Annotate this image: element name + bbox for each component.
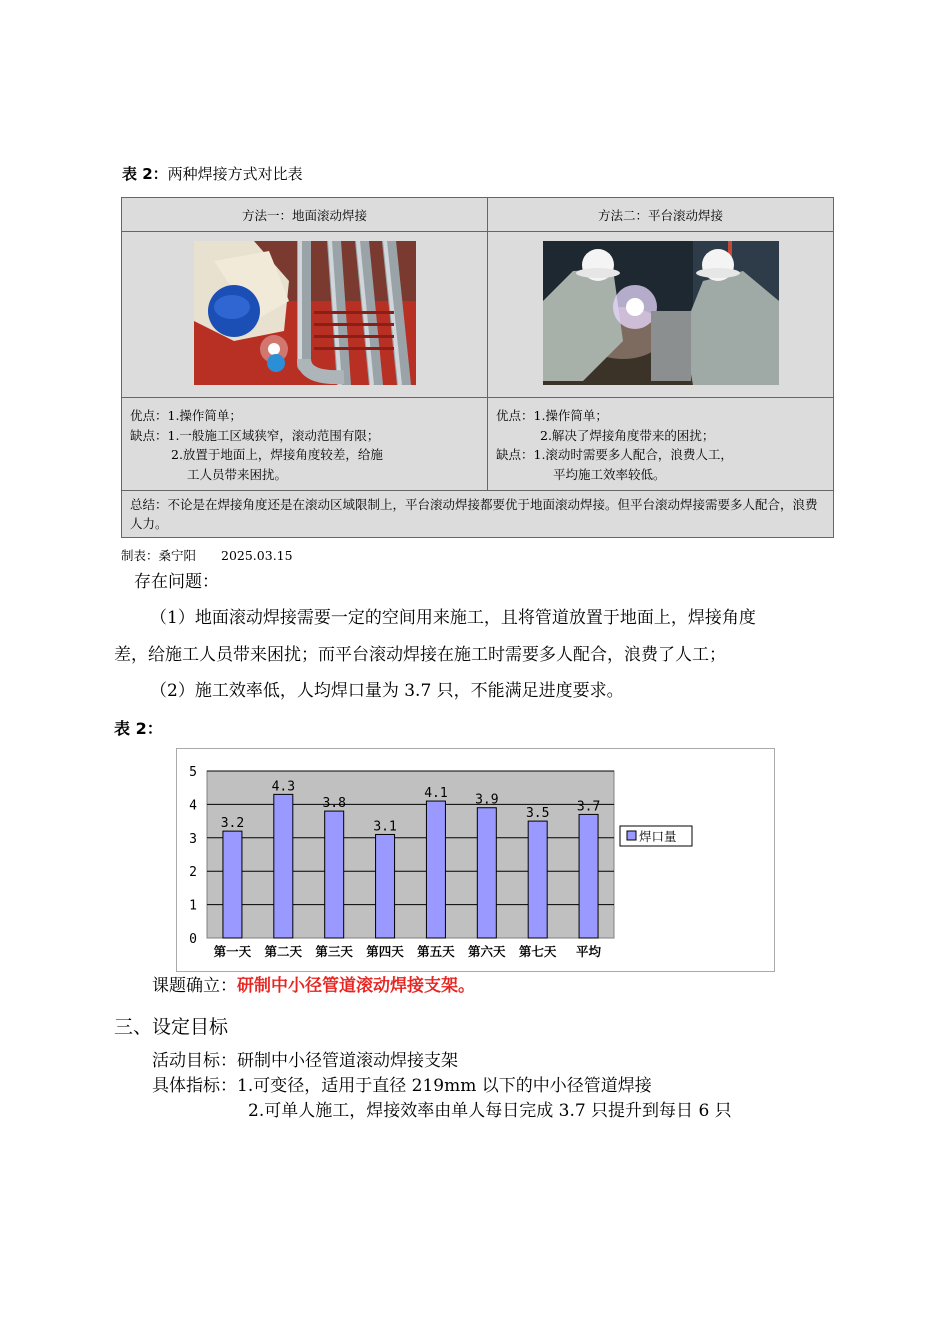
table-summary: 总结：不论是在焊接角度还是在滚动区域限制上，平台滚动焊接都要优于地面滚动焊接。但平台滚动焊接需要多人配合，浪费人力。: [122, 491, 834, 538]
indicator-1: 具体指标：1.可变径，适用于直径 219mm 以下的中小径管道焊接: [152, 1076, 652, 1096]
col1-pros-cons: [122, 398, 488, 491]
bar: [274, 794, 293, 938]
bar-chart: [176, 748, 775, 972]
y-tick-label: 2: [189, 865, 197, 881]
col1-disadvantage-1: 缺点：1.一般施工区域狭窄，滚动范围有限；: [130, 427, 380, 443]
col1-header: 方法一：地面滚动焊接: [122, 198, 488, 232]
col1-advantage: 优点：1.操作简单；: [130, 408, 242, 423]
col2-advantage-1: 优点：1.操作简单；: [496, 408, 608, 423]
table-caption: [122, 163, 303, 184]
table-caption-text: 两种焊接方式对比表: [167, 165, 303, 183]
topic-emphasis: 研制中小径管道滚动焊接支架。: [237, 976, 475, 996]
data-label: 3.8: [322, 796, 346, 812]
bar: [223, 831, 242, 938]
x-tick-label: 第二天: [264, 944, 303, 959]
data-label: 4.3: [271, 779, 296, 795]
chart-caption: 表 2：: [114, 719, 163, 738]
col2-disadvantage-1: 缺点：1.滚动时需要多人配合，浪费人工，: [496, 447, 733, 462]
x-tick-label: 第三天: [315, 944, 353, 959]
bar: [376, 834, 395, 938]
x-tick-label: 第四天: [366, 944, 404, 959]
comparison-table: [121, 197, 834, 538]
bar: [325, 811, 344, 938]
bar: [426, 801, 445, 938]
col1-disadvantage-2: 2.放置于地面上，焊接角度较差，给施: [171, 447, 383, 462]
topic-line: [152, 976, 475, 996]
y-tick-label: 0: [189, 932, 197, 947]
y-tick-label: 4: [189, 798, 197, 814]
problems-title: 存在问题：: [134, 572, 219, 592]
plot-area: [207, 771, 614, 938]
bar: [579, 814, 598, 938]
data-label: 4.1: [424, 786, 448, 802]
x-tick-label: 第五天: [417, 944, 455, 959]
platform-welding-photo: [543, 241, 779, 385]
table-caption-prefix: 表 2：: [122, 165, 168, 183]
problem-2: （2）施工效率低，人均焊口量为 3.7 只，不能满足进度要求。: [150, 681, 624, 701]
section-heading: 三、设定目标: [114, 1016, 229, 1038]
data-label: 3.2: [220, 816, 245, 832]
ground-welding-photo: [194, 241, 416, 385]
goal-line: 活动目标：研制中小径管道滚动焊接支架: [152, 1051, 458, 1071]
data-label: 3.1: [373, 819, 397, 835]
y-tick-label: 5: [189, 765, 197, 780]
col2-pros-cons: [488, 398, 834, 491]
problem-1-line-2: 差，给施工人员带来困扰；而平台滚动焊接在施工时需要多人配合，浪费了人工；: [114, 645, 726, 665]
problem-1-line-1: （1）地面滚动焊接需要一定的空间用来施工，且将管道放置于地面上，焊接角度: [150, 608, 756, 628]
ground-welding-photo-cell: [122, 232, 488, 398]
platform-welding-photo-cell: [488, 232, 834, 398]
bar: [477, 808, 496, 938]
x-tick-label: 第一天: [213, 944, 252, 959]
bar: [528, 821, 547, 938]
legend-swatch: [627, 831, 636, 840]
col2-advantage-2: 2.解决了焊接角度带来的困扰；: [540, 427, 715, 443]
col2-header: 方法二：平台滚动焊接: [488, 198, 834, 232]
y-tick-label: 1: [189, 898, 197, 914]
y-tick-label: 3: [189, 831, 197, 847]
indicator-2: 2.可单人施工，焊接效率由单人每日完成 3.7 只提升到每日 6 只: [248, 1101, 732, 1121]
data-label: 3.7: [576, 799, 601, 815]
data-label: 3.5: [525, 806, 550, 822]
x-tick-label: 第七天: [518, 944, 557, 959]
col1-disadvantage-2-cont: 工人员带来困扰。: [187, 466, 288, 482]
bar-chart-svg: [177, 749, 774, 971]
data-label: 3.9: [475, 792, 499, 808]
x-tick-label: 第六天: [468, 944, 506, 959]
col2-disadvantage-1-cont: 平均施工效率较低。: [553, 466, 666, 482]
x-tick-label: 平均: [576, 944, 602, 959]
table-note: 制表：桑宁阳 2025.03.15: [121, 548, 293, 563]
topic-prefix: 课题确立：: [152, 976, 237, 996]
legend-label: 焊口量: [639, 829, 677, 844]
